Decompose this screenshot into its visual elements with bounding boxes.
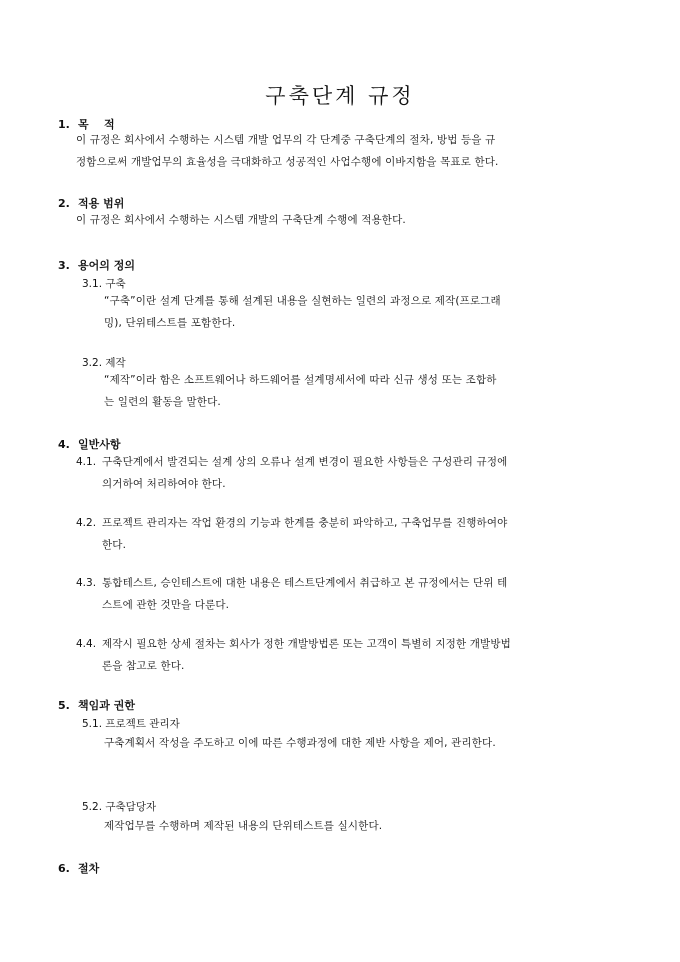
section-title: 용어의 정의 — [78, 259, 135, 272]
paragraph-line: 론을 참고로 한다. — [102, 660, 185, 672]
paragraph-line: 이 규정은 회사에서 수행하는 시스템 개발의 구축단계 수행에 적용한다. — [76, 214, 406, 226]
paragraph-line: 의거하여 처리하여야 한다. — [102, 478, 226, 490]
subsection-label: 구축담당자 — [105, 801, 157, 813]
section-number: 2. — [58, 197, 70, 210]
section-title: 목 적 — [78, 118, 115, 131]
paragraph-line: 제작시 필요한 상세 절차는 회사가 정한 개발방법론 또는 고객이 특별히 지정한 개발방법 — [102, 638, 511, 650]
section-number: 3. — [58, 259, 70, 272]
section-number: 4. — [58, 438, 70, 451]
paragraph-line: 한다. — [102, 539, 127, 551]
section-number: 1. — [58, 118, 70, 131]
subsection-heading — [82, 799, 156, 814]
item-number: 4.2. — [76, 517, 97, 529]
section-title: 책임과 권한 — [78, 699, 135, 712]
paragraph-line: 통합테스트, 승인테스트에 대한 내용은 테스트단계에서 취급하고 본 규정에서는 단위 테 — [102, 577, 508, 589]
section-heading-procedure — [58, 860, 99, 876]
section-heading-definitions — [58, 257, 135, 273]
paragraph-line: 구축단계에서 발견되는 설계 상의 오류나 설계 변경이 필요한 사항들은 구성관리 규정에 — [102, 456, 508, 468]
section-title: 적용 범위 — [78, 197, 125, 210]
section-number: 6. — [58, 862, 70, 875]
paragraph-line: 구축계획서 작성을 주도하고 이에 따른 수행과정에 대한 제반 사항을 제어, 관리한다. — [104, 737, 496, 749]
subsection-number: 3.1. — [82, 278, 103, 290]
item-number: 4.3. — [76, 577, 97, 589]
paragraph-line: 밍), 단위테스트를 포함한다. — [104, 317, 236, 329]
subsection-number: 3.2. — [82, 357, 103, 369]
subsection-number: 5.1. — [82, 718, 103, 730]
document-title: 구축단계 규정 — [265, 84, 415, 108]
paragraph-line: “제작”이라 함은 소프트웨어나 하드웨어를 설계명세서에 따라 신규 생성 또는 조합하 — [104, 374, 497, 386]
paragraph-line: 정함으로써 개발업무의 효율성을 극대화하고 성공적인 사업수행에 이바지함을 목표로 한다. — [76, 156, 499, 168]
subsection-heading — [82, 716, 180, 731]
subsection-label: 프로젝트 관리자 — [105, 718, 180, 730]
section-heading-responsibilities — [58, 697, 135, 713]
item-number: 4.1. — [76, 456, 97, 468]
paragraph-line: 는 일련의 활동을 말한다. — [104, 396, 221, 408]
section-title: 절차 — [78, 862, 100, 875]
paragraph-line: “구축”이란 설계 단계를 통해 설계된 내용을 실현하는 일련의 과정으로 제작(프로그래 — [104, 295, 501, 307]
subsection-label: 제작 — [105, 357, 126, 369]
paragraph-line: 이 규정은 회사에서 수행하는 시스템 개발 업무의 각 단계중 구축단계의 절차, 방법 등을 규 — [76, 134, 496, 146]
paragraph-line: 스트에 관한 것만을 다룬다. — [102, 599, 230, 611]
subsection-number: 5.2. — [82, 801, 103, 813]
item-number: 4.4. — [76, 638, 97, 650]
paragraph-line: 프로젝트 관리자는 작업 환경의 기능과 한계를 충분히 파악하고, 구축업무를 진행하여야 — [102, 517, 508, 529]
section-title: 일반사항 — [78, 438, 121, 451]
subsection-label: 구축 — [105, 278, 126, 290]
paragraph-line: 제작업무를 수행하며 제작된 내용의 단위테스트를 실시한다. — [104, 820, 383, 832]
section-number: 5. — [58, 699, 70, 712]
